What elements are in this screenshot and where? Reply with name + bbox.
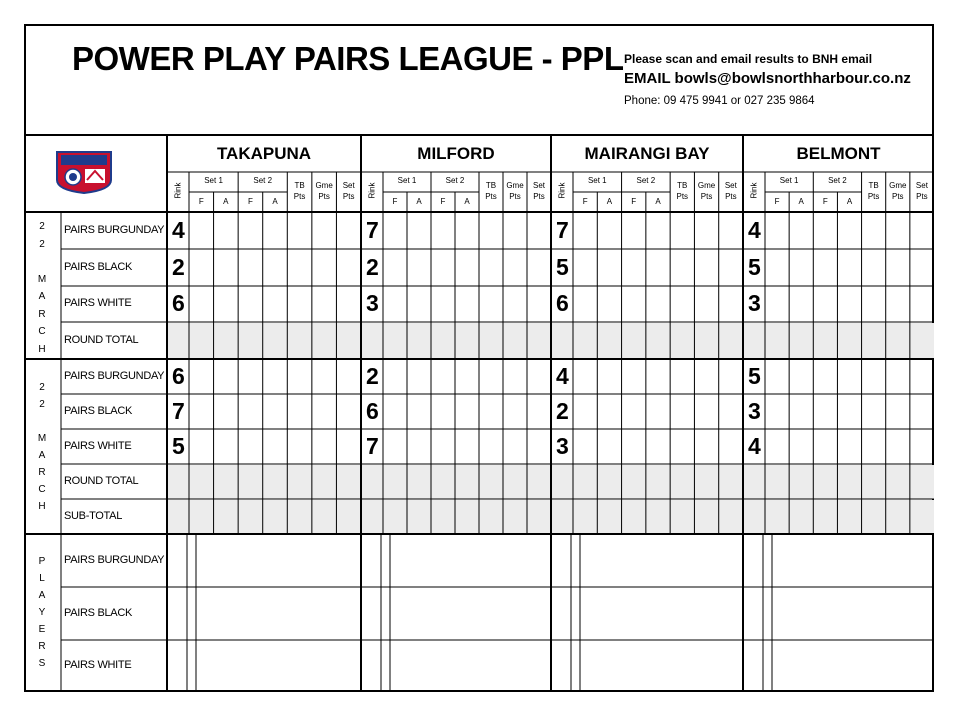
round2-date-label: M	[37, 433, 47, 444]
rink-column-label: Rink	[173, 182, 183, 199]
rink-number: 3	[556, 432, 569, 459]
col-gme-pts-label: Pts	[891, 192, 904, 201]
team-name-0: TAKAPUNA	[216, 144, 312, 163]
col-gme-pts-label: Pts	[318, 192, 330, 201]
players-side-label: L	[39, 573, 45, 584]
players-side-label: A	[38, 590, 46, 601]
col-tb-pts-label: Pts	[485, 192, 497, 201]
col-gme-pts-label: Pts	[700, 192, 713, 201]
rink-number: 5	[748, 253, 761, 280]
col-set-pts-label: Pts	[725, 192, 737, 201]
round1-row-label: PAIRS BLACK	[64, 260, 133, 273]
set2-label: Set 2	[636, 176, 656, 185]
col-tb-label: TB	[868, 181, 879, 190]
col-set-pts-label: Pts	[342, 192, 355, 201]
rink-number: 4	[748, 216, 761, 243]
set1-label: Set 1	[204, 176, 223, 185]
players-row-label: PAIRS BLACK	[64, 606, 133, 619]
col-f-label: F	[822, 197, 828, 206]
col-f-label: F	[198, 197, 204, 206]
rink-number: 6	[556, 290, 569, 316]
col-tb-pts-label: Pts	[676, 192, 689, 201]
round1-date-label: A	[38, 291, 46, 302]
rink-number: 4	[748, 432, 761, 459]
col-tb-label: TB	[677, 181, 688, 190]
players-row-label: PAIRS BURGUNDAY	[64, 553, 165, 566]
round1-row-label: PAIRS BURGUNDAY	[64, 223, 165, 236]
col-f-label: F	[392, 197, 398, 206]
rink-number: 2	[556, 397, 569, 424]
col-tb-label: TB	[485, 181, 497, 190]
round1-date-label: 2	[39, 221, 45, 232]
round2-row-label: ROUND TOTAL	[64, 474, 139, 487]
col-a-label: A	[846, 197, 853, 206]
players-side-label: E	[38, 624, 46, 635]
set2-label: Set 2	[445, 176, 465, 185]
round2-date-label: C	[38, 484, 46, 495]
set2-label: Set 2	[828, 176, 847, 185]
col-set-pts-label: Pts	[916, 192, 928, 201]
round1-date-label: H	[38, 343, 46, 355]
round2-date-label: H	[38, 501, 46, 512]
rink-number: 7	[172, 397, 185, 424]
rink-column-label: Rink	[749, 182, 759, 199]
col-set-label: Set	[915, 181, 928, 190]
round2-date-label: A	[38, 450, 46, 461]
rink-number: 3	[366, 290, 379, 316]
round1-row-label: PAIRS WHITE	[64, 297, 132, 309]
team-name-1: MILFORD	[417, 144, 495, 163]
col-tb-pts-label: Pts	[867, 192, 880, 201]
round2-row-label: SUB-TOTAL	[64, 509, 123, 522]
page-title: POWER PLAY PAIRS LEAGUE - PPL	[72, 40, 624, 77]
col-gme-label: Gme	[697, 181, 716, 190]
round2-row-label: PAIRS BLACK	[64, 404, 133, 417]
col-a-label: A	[416, 197, 422, 206]
rink-number: 6	[172, 290, 185, 316]
rink-column-label: Rink	[557, 182, 567, 199]
rink-number: 4	[172, 216, 185, 243]
rink-number: 7	[556, 216, 569, 243]
col-a-label: A	[464, 197, 470, 206]
round1-row-label: ROUND TOTAL	[64, 333, 139, 346]
col-a-label: A	[655, 197, 661, 206]
players-side-label: S	[38, 658, 46, 669]
col-a-label: A	[272, 197, 278, 206]
col-gme-label: Gme	[889, 181, 907, 190]
col-a-label: A	[798, 197, 804, 206]
set1-label: Set 1	[779, 176, 799, 185]
rink-number: 3	[748, 290, 761, 316]
set2-label: Set 2	[253, 176, 273, 185]
round2-row-label: PAIRS BURGUNDAY	[64, 369, 165, 382]
round1-date-label: 2	[39, 238, 45, 250]
rink-number: 2	[366, 253, 379, 280]
round1-date-label: C	[38, 326, 46, 337]
email-text: EMAIL bowls@bowlsnorthharbour.co.nz	[624, 70, 911, 87]
round2-date-label: 2	[39, 382, 45, 393]
col-f-label: F	[582, 197, 588, 206]
rink-number: 6	[366, 397, 379, 424]
col-gme-label: Gme	[315, 181, 333, 190]
col-f-label: F	[247, 197, 253, 206]
set1-label: Set 1	[587, 176, 607, 185]
col-set-label: Set	[342, 181, 355, 190]
round1-date-label: R	[38, 308, 46, 320]
col-set-label: Set	[724, 181, 737, 190]
players-side-label: P	[38, 556, 46, 567]
rink-number: 3	[748, 397, 761, 424]
rink-number: 7	[366, 432, 379, 459]
rink-number: 5	[172, 432, 185, 459]
players-side-label: Y	[38, 607, 46, 618]
rink-number: 6	[172, 362, 185, 389]
rink-number: 5	[556, 253, 569, 280]
rink-column-label: Rink	[367, 182, 377, 199]
col-gme-pts-label: Pts	[509, 192, 521, 201]
col-f-label: F	[631, 197, 637, 206]
players-row-label: PAIRS WHITE	[64, 659, 132, 671]
col-tb-label: TB	[294, 181, 305, 190]
col-a-label: A	[606, 197, 613, 206]
rink-number: 7	[366, 216, 379, 243]
rink-number: 5	[748, 362, 761, 389]
round1-date-label: M	[37, 273, 47, 285]
col-tb-pts-label: Pts	[293, 192, 306, 201]
round2-date-label: R	[38, 467, 46, 478]
instructions-text: Please scan and email results to BNH email	[624, 52, 873, 66]
phone-text: Phone: 09 475 9941 or 027 235 9864	[624, 95, 815, 107]
round2-row-label: PAIRS WHITE	[64, 439, 132, 452]
team-name-2: MAIRANGI BAY	[584, 144, 710, 163]
col-set-pts-label: Pts	[533, 192, 545, 201]
round2-date-label: 2	[39, 399, 45, 410]
players-side-label: R	[38, 641, 46, 652]
rink-number: 4	[556, 362, 569, 389]
rink-number: 2	[172, 253, 185, 280]
rink-number: 2	[366, 362, 379, 389]
team-name-3: BELMONT	[796, 144, 881, 163]
col-f-label: F	[774, 197, 780, 206]
set1-label: Set 1	[397, 176, 417, 185]
col-a-label: A	[223, 197, 229, 206]
col-set-label: Set	[532, 181, 545, 190]
col-f-label: F	[440, 197, 446, 206]
col-gme-label: Gme	[506, 181, 524, 190]
